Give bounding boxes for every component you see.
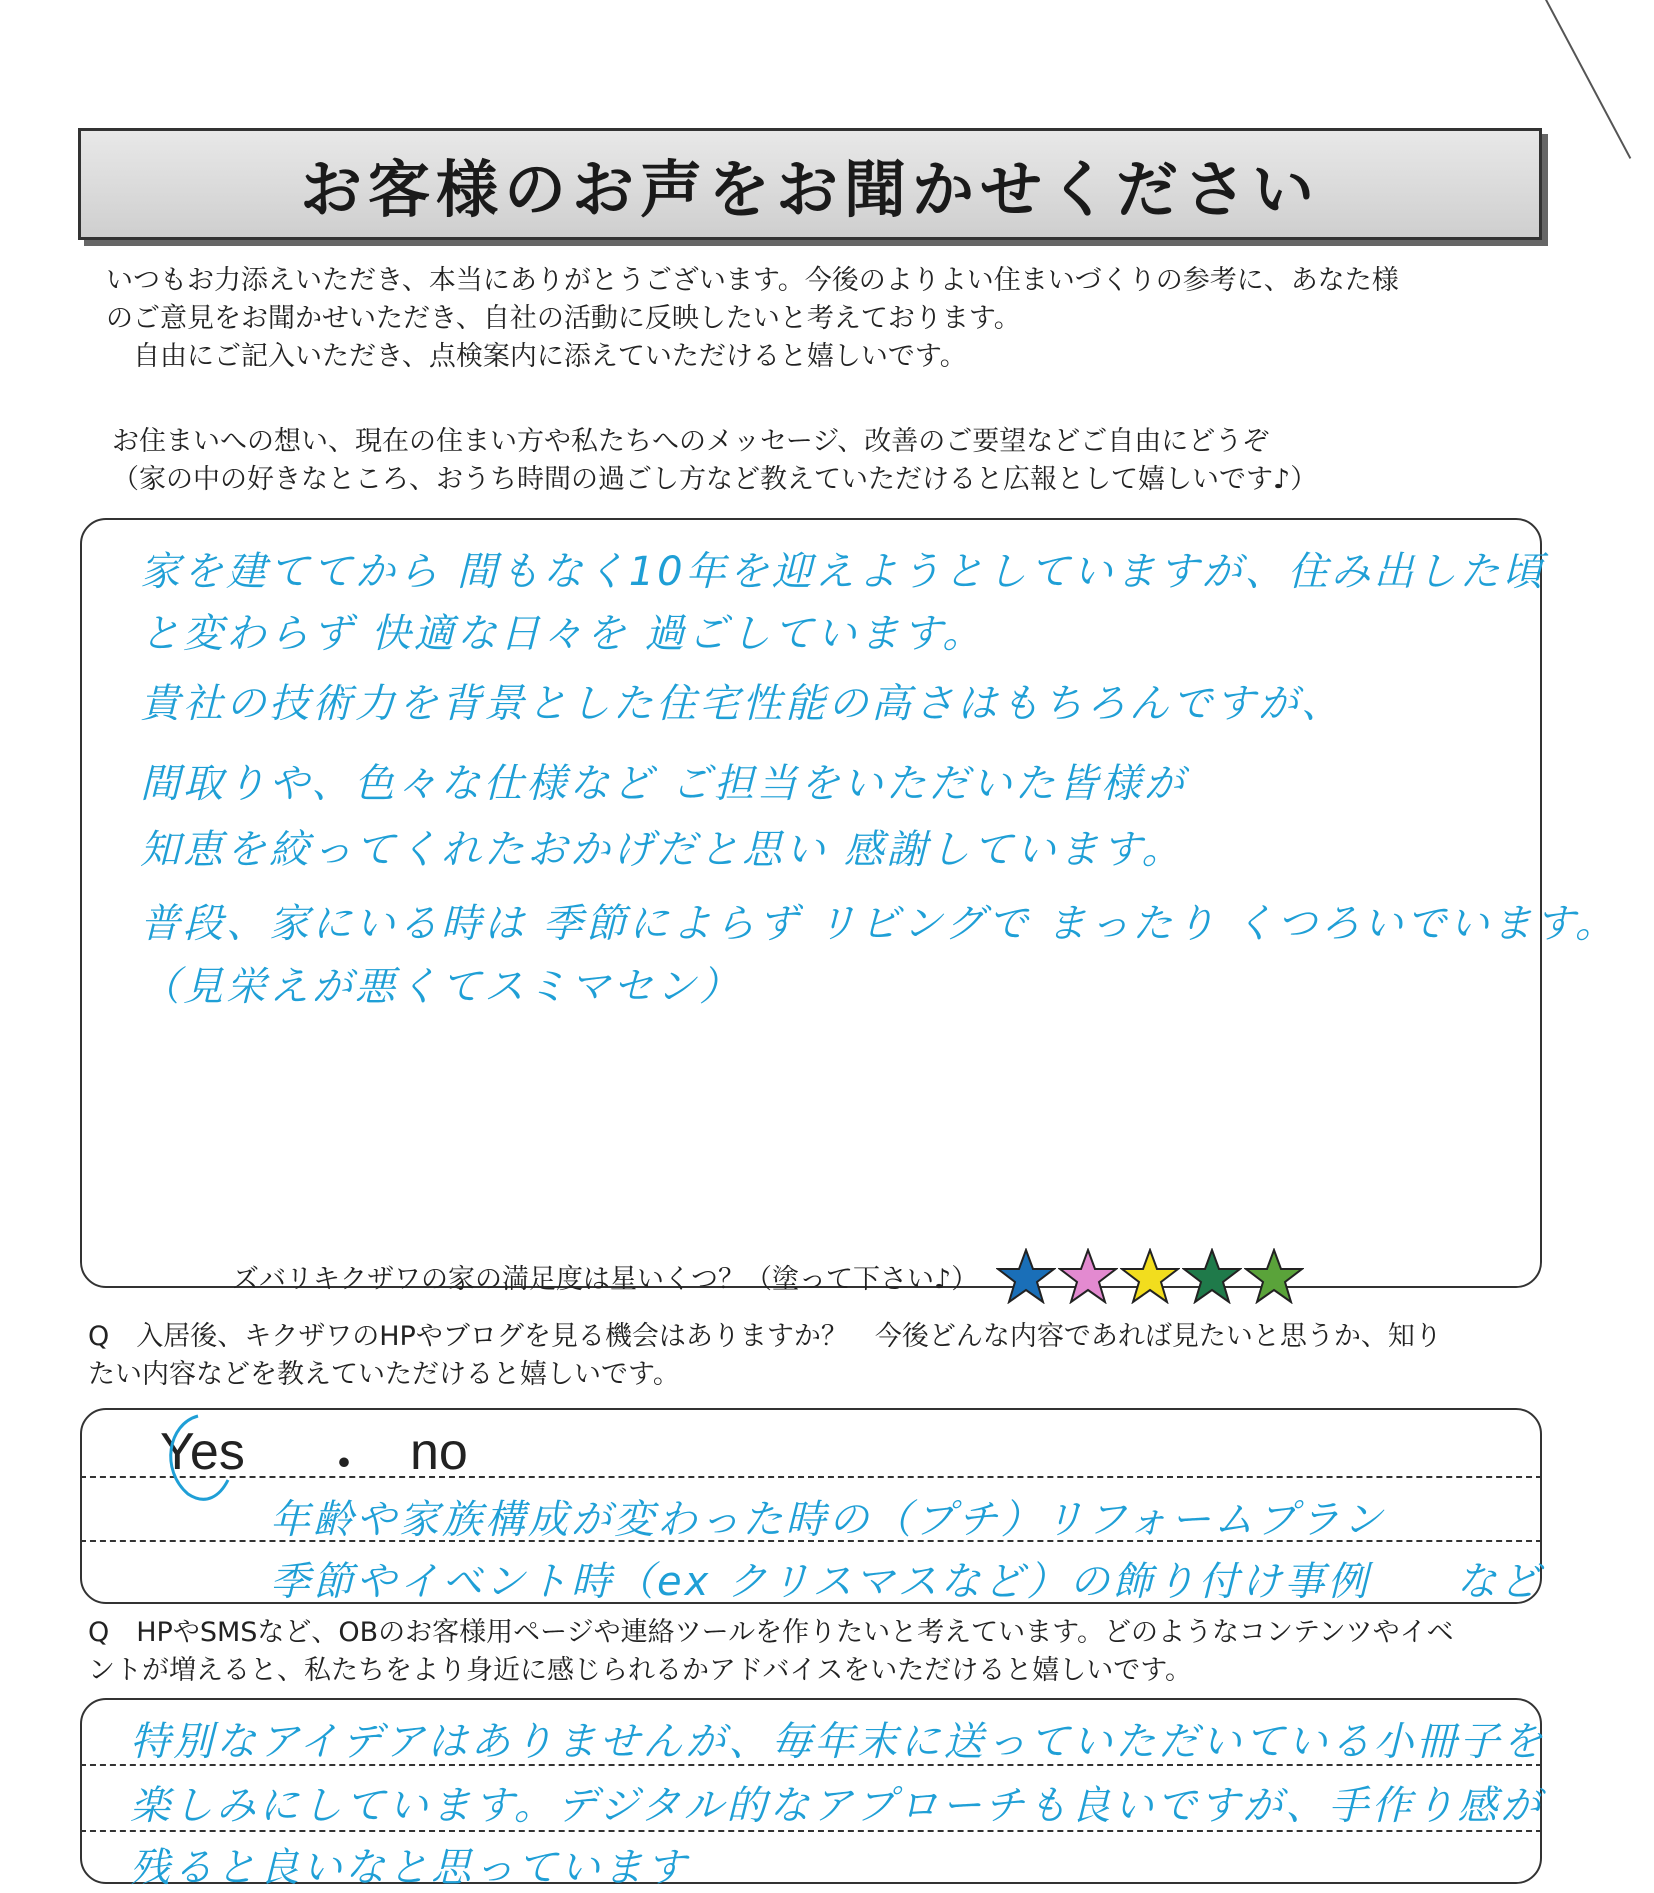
handwritten-line: 家を建ててから 間もなく10年を迎えようとしていますが、住み出した頃 (140, 549, 1546, 595)
handwritten-line: 貴社の技術力を背景とした住宅性能の高さはもちろんですが、 (140, 681, 1344, 727)
question-line: ントが増えると、私たちをより身近に感じられるかアドバイスをいただけると嬉しいです。 (88, 1655, 1193, 1686)
question-line: Q 入居後、キクザワのHPやブログを見る機会はありますか？ 今後どんな内容であれば見たいと思うか、知り (88, 1321, 1442, 1352)
handwritten-line: 季節やイベント時（ex クリスマスなど）の飾り付け事例 など (270, 1559, 1543, 1605)
option-separator: ・ (318, 1436, 371, 1494)
star-icon[interactable] (1058, 1248, 1118, 1304)
selection-circle-mark (158, 1410, 258, 1506)
question-1 (88, 1318, 1442, 1394)
satisfaction-row (232, 1248, 1306, 1304)
handwritten-line: 年齢や家族構成が変わった時の（プチ）リフォームプラン (270, 1497, 1386, 1543)
intro-line: のご意見をお聞かせいただき、自社の活動に反映したいと考えております。 (106, 303, 1021, 334)
question-2 (88, 1614, 1454, 1690)
handwritten-line: 間取りや、色々な仕様など ご担当をいただいた皆様が (140, 761, 1187, 807)
handwritten-line: 普段、家にいる時は 季節によらず リビングで まったり くつろいでいます。 (140, 901, 1618, 947)
intro-line: 自由にご記入いただき、点検案内に添えていただけると嬉しいです。 (106, 341, 967, 372)
handwritten-line: 知恵を絞ってくれたおかげだと思い 感謝しています。 (140, 827, 1185, 873)
no-option[interactable]: no (410, 1423, 468, 1481)
star-icon[interactable] (996, 1248, 1056, 1304)
star-icon[interactable] (1182, 1248, 1242, 1304)
prompt-line: お住まいへの想い、現在の住まい方や私たちへのメッセージ、改善のご要望などご自由にどうぞ (112, 426, 1270, 457)
question-line: たい内容などを教えていただけると嬉しいです。 (88, 1359, 680, 1390)
intro-text (106, 262, 1546, 376)
question-line: Q HPやSMSなど、OBのお客様用ページや連絡ツールを作りたいと考えています。どのようなコンテンツやイベ (88, 1617, 1454, 1648)
star-icon[interactable] (1244, 1248, 1304, 1304)
handwritten-line: 楽しみにしています。デジタル的なアプローチも良いですが、手作り感が (130, 1783, 1544, 1829)
handwritten-line: （見栄えが悪くてスミマセン） (140, 964, 742, 1010)
title-banner (78, 128, 1542, 240)
handwritten-line: 特別なアイデアはありませんが、毎年末に送っていただいている小冊子を (130, 1719, 1546, 1765)
prompt-line: （家の中の好きなところ、おうち時間の過ごし方など教えていただけると広報として嬉しいです♪） (112, 464, 1318, 495)
dashed-rule (80, 1476, 1542, 1478)
yes-option[interactable]: Yes (160, 1423, 245, 1481)
handwritten-line: と変わらず 快適な日々を 過ごしています。 (140, 611, 986, 657)
handwritten-line: 残ると良いなと思っています (130, 1845, 689, 1891)
star-icon[interactable] (1120, 1248, 1180, 1304)
message-prompt (112, 423, 1572, 499)
intro-line: いつもお力添えいただき、本当にありがとうございます。今後のよりよい住まいづくりの参考に、あなた様 (106, 265, 1399, 296)
scan-edge-line (1545, 0, 1631, 159)
satisfaction-question: ズバリキクザワの家の満足度は星いくつ？（塗って下さい♪） (232, 1263, 979, 1295)
page-title: お客様のお声をお聞かせください (299, 152, 1320, 226)
